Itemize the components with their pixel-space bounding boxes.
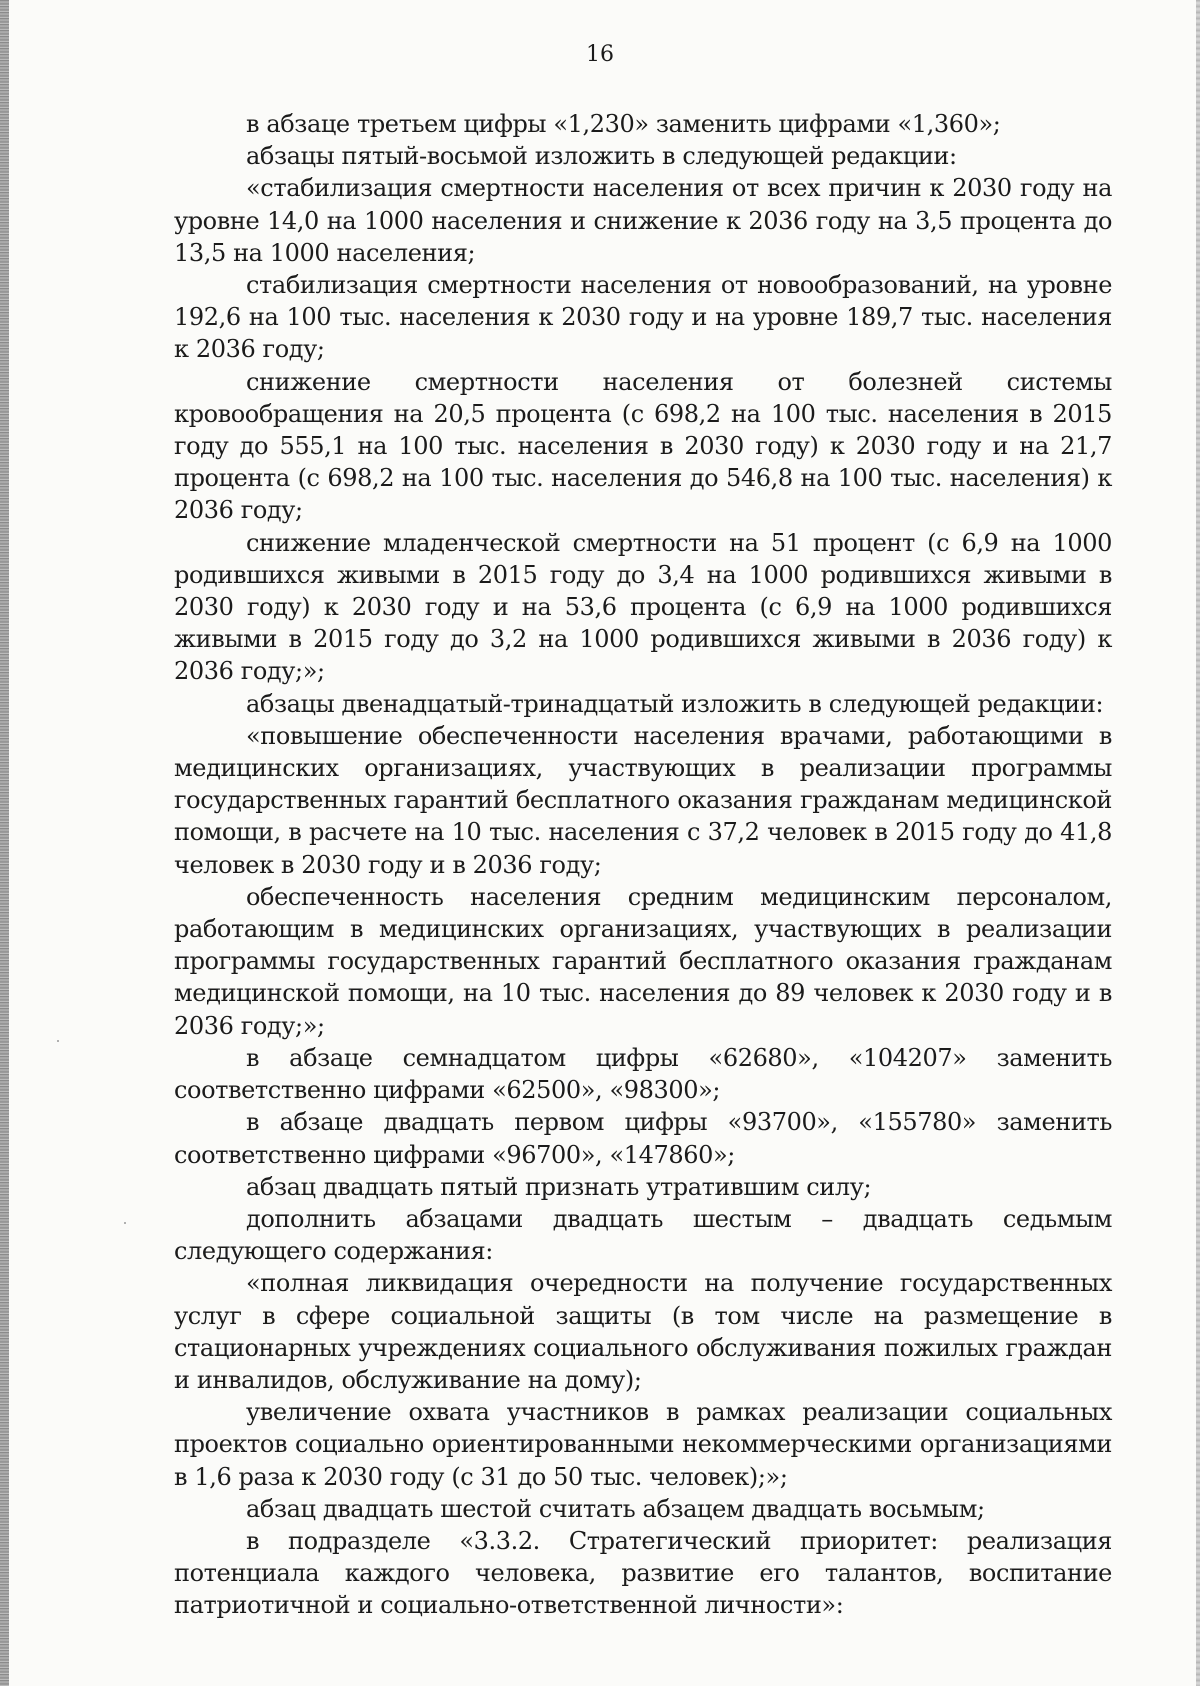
paragraph: снижение младенческой смертности на 51 процент (с 6,9 на 1000 родившихся живыми в 2015 году до 3,4 на 1000 родившихся живыми в 2030 году) к 2030 году и на 53,6 процента (с 6,9 на 1000 родившихся живыми в 2015 году до 3,2 на 1000 родившихся живыми в 2036 году) к 2036 году;»;	[174, 528, 1112, 686]
scan-speck	[124, 1222, 126, 1224]
scan-edge-right	[1196, 0, 1200, 1686]
scan-speck	[57, 1040, 59, 1042]
document-body	[174, 108, 1112, 1622]
page-number: 16	[586, 42, 614, 67]
paragraph: «стабилизация смертности населения от всех причин к 2030 году на уровне 14,0 на 1000 населения и снижение к 2036 году на 3,5 процента до 13,5 на 1000 населения;	[174, 174, 1112, 267]
paragraph: снижение смертности населения от болезней системы кровообращения на 20,5 процента (с 698,2 на 100 тыс. населения в 2015 году до 555,1 на 100 тыс. населения в 2030 году) к 2030 году и на 21,7 процента (с 698,2 на 100 тыс. населения до 546,8 на 100 тыс. населения) к 2036 году;	[174, 367, 1112, 525]
paragraph: абзац двадцать шестой считать абзацем двадцать восьмым;	[246, 1494, 985, 1523]
paragraph: стабилизация смертности населения от новообразований, на уровне 192,6 на 100 тыс. населения к 2030 году и на уровне 189,7 тыс. населения к 2036 году;	[174, 271, 1112, 364]
paragraph: обеспеченность населения средним медицинским персоналом, работающим в медицинских организациях, участвующих в реализации программы государственных гарантий бесплатного оказания гражданам медицинской помощи, на 10 тыс. населения до 89 человек к 2030 году и в 2036 году;»;	[174, 882, 1112, 1040]
paragraph: абзацы пятый-восьмой изложить в следующей редакции:	[246, 142, 957, 171]
scan-edge-left	[0, 0, 9, 1686]
paragraph: «полная ликвидация очередности на получение государственных услуг в сфере социальной защиты (в том числе на размещение в стационарных учреждениях социального обслуживания пожилых граждан и инвалидов, обслуживание на дому);	[174, 1269, 1112, 1394]
paragraph: в абзаце семнадцатом цифры «62680», «104207» заменить соответственно цифрами «62500», «98300»;	[174, 1043, 1112, 1105]
paragraph: «повышение обеспеченности населения врачами, работающими в медицинских организациях, участвующих в реализации программы государственных гарантий бесплатного оказания гражданам медицинской помощи, в расчете на 10 тыс. населения с 37,2 человек в 2015 году до 41,8 человек в 2030 году и в 2036 году;	[174, 721, 1112, 879]
paragraph: абзацы двенадцатый-тринадцатый изложить в следующей редакции:	[246, 689, 1104, 718]
paragraph: в подразделе «3.3.2. Стратегический приоритет: реализация потенциала каждого человека, развитие его талантов, воспитание патриотичной и социально-ответственной личности»:	[174, 1526, 1112, 1620]
paragraph: в абзаце двадцать первом цифры «93700», «155780» заменить соответственно цифрами «96700», «147860»;	[174, 1108, 1112, 1169]
paragraph: дополнить абзацами двадцать шестым – двадцать седьмым следующего содержания:	[174, 1204, 1112, 1266]
paragraph: в абзаце третьем цифры «1,230» заменить цифрами «1,360»;	[246, 110, 1001, 138]
paragraph: абзац двадцать пятый признать утратившим силу;	[246, 1172, 872, 1201]
paragraph: увеличение охвата участников в рамках реализации социальных проектов социально ориентированными некоммерческими организациями в 1,6 раза к 2030 году (с 31 до 50 тыс. человек);»;	[174, 1398, 1112, 1491]
